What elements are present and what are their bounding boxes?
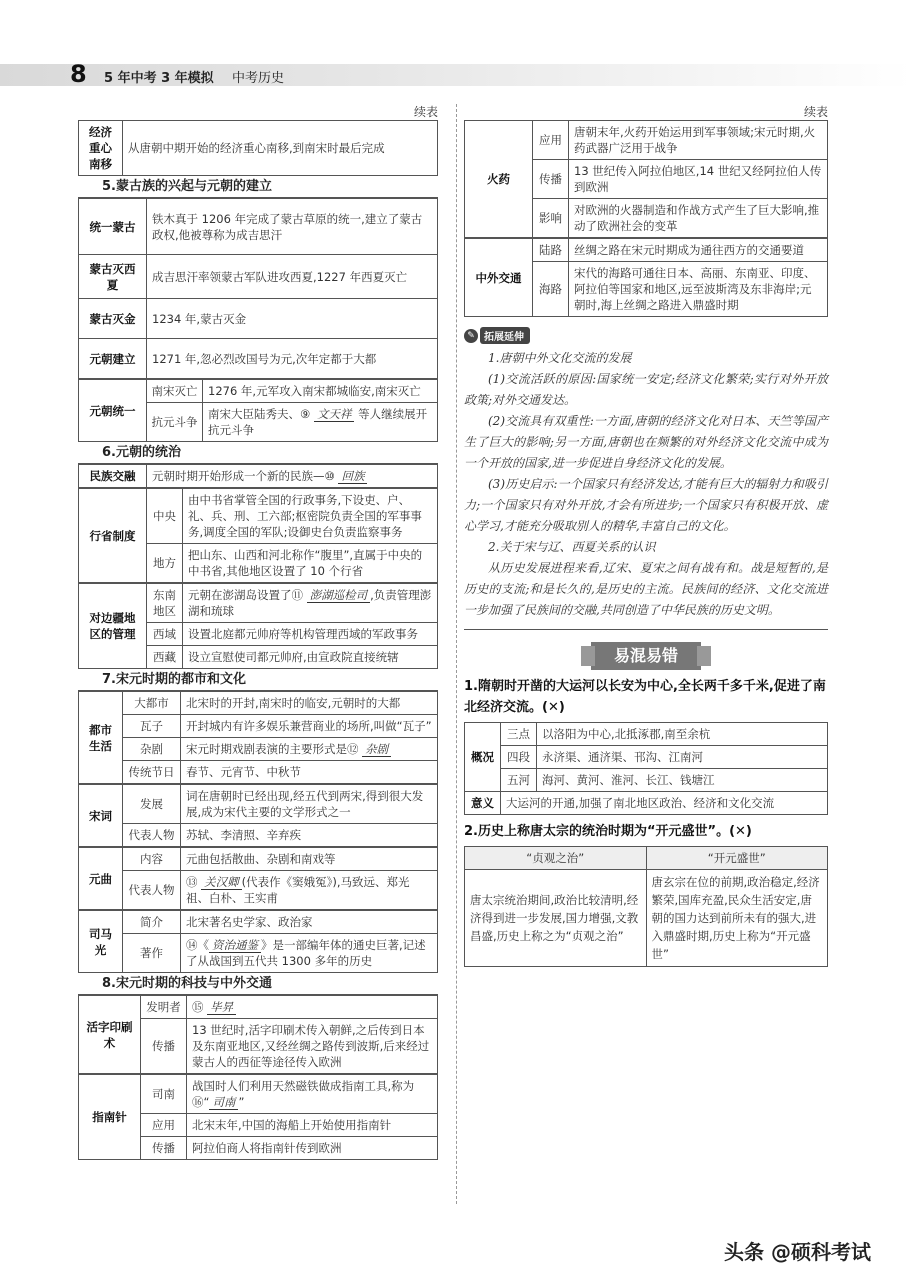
section-5-title: 5.蒙古族的兴起与元朝的建立 — [78, 176, 438, 198]
border-head: 对边疆地区的管理 — [79, 584, 147, 669]
printing-table — [78, 995, 438, 1074]
sub-head: 抗元斗争 — [147, 403, 203, 442]
cell-text: 元曲包括散曲、杂剧和南戏等 — [181, 848, 438, 871]
subject-title: 中考历史 — [232, 71, 285, 86]
canal-head: 概况 — [465, 723, 501, 792]
question-2: 2.历史上称唐太宗的统治时期为“开元盛世”。(✕) — [464, 824, 752, 839]
sub-head: 四段 — [501, 746, 537, 769]
cell-text: 宋代的海路可通往日本、高丽、东南亚、印度、阿拉伯等国家和地区,远至波斯湾及东非海岸;元朝时,海上丝绸之路进入鼎盛时期 — [569, 262, 828, 317]
text-pre: ⑭《 — [186, 938, 209, 952]
question-1: 1.隋朝时开凿的大运河以长安为中心,全长两千多千米,促进了南北经济交流。(✕) — [464, 679, 826, 715]
sub-head: 代表人物 — [123, 824, 181, 847]
city-head: 都市生活 — [79, 692, 123, 784]
confusion-banner: 易混易错 — [591, 642, 701, 670]
answer-fill: 回族 — [338, 469, 367, 484]
page-number: 8 — [70, 60, 87, 88]
sub-head: 五河 — [501, 769, 537, 792]
yuanqu-table — [78, 847, 438, 910]
section-6-title: 6.元朝的统治 — [78, 442, 438, 464]
text-pre: 宋元时期戏剧表演的主要形式是⑫ — [186, 742, 363, 756]
sub-head: 著作 — [123, 934, 181, 973]
sub-head: 西藏 — [147, 646, 183, 669]
cell-text — [187, 996, 438, 1019]
cell-text: 北宋著名史学家、政治家 — [181, 911, 438, 934]
section-7-title: 7.宋元时期的都市和文化 — [78, 669, 438, 691]
section-divider — [464, 629, 828, 630]
mongol-head: 蒙古灭西夏 — [79, 255, 147, 299]
section-8-title: 8.宋元时期的科技与中外交通 — [78, 973, 438, 995]
mongol-text: 1271 年,忽必烈改国号为元,次年定都于大都 — [147, 339, 438, 379]
cell-text — [183, 584, 438, 623]
cell-text: 丝绸之路在宋元时期成为通往西方的交通要道 — [569, 239, 828, 262]
cell-text: 永济渠、通济渠、邗沟、江南河 — [537, 746, 828, 769]
simaguang-head: 司马光 — [79, 911, 123, 973]
traffic-table — [464, 238, 828, 317]
cell-text — [181, 738, 438, 761]
sub-head: 应用 — [141, 1114, 187, 1137]
cell-text: 阿拉伯商人将指南针传到欧洲 — [187, 1137, 438, 1160]
cell-text — [187, 1075, 438, 1114]
cell-text: 设置北庭都元帅府等机构管理西域的军政事务 — [183, 623, 438, 646]
sub-head: 大都市 — [123, 692, 181, 715]
text-post: 》是一部编年体的通史巨著,记述了从战国到五代共 1300 多年的历史 — [186, 938, 426, 968]
admin-table — [78, 488, 438, 583]
traffic-head: 中外交通 — [465, 239, 533, 317]
continued-label: 续表 — [413, 105, 438, 119]
extension-paragraph: (3)历史启示:一个国家只有经济发达,才能有巨大的辐射力和吸引力;一个国家只有对外开放,才会有所进步;一个国家只有积极开放、虚心学习,才能充分吸取别人的精华,丰富自己的文化。 — [464, 477, 828, 533]
sub-head: 影响 — [533, 199, 569, 238]
cell-text — [203, 403, 438, 442]
ethnic-table — [78, 464, 438, 488]
cell-text — [147, 465, 438, 488]
sub-head: 海路 — [533, 262, 569, 317]
border-table — [78, 583, 438, 669]
cell-text: 海河、黄河、淮河、长江、钱塘江 — [537, 769, 828, 792]
text-post: (代表作《窦娥冤》),马致远、郑光祖、白朴、王实甫 — [186, 875, 410, 905]
cell-text: 由中书省掌管全国的行政事务,下设吏、户、礼、兵、刑、工六部;枢密院负责全国的军事事务,调度全国的军队;设御史台负责监察事务 — [183, 489, 438, 544]
canal-head: 意义 — [465, 792, 501, 815]
left-column — [78, 104, 438, 1160]
compare-head: “贞观之治” — [465, 847, 647, 870]
right-column — [464, 104, 828, 967]
mongol-text: 成吉思汗率领蒙古军队进攻西夏,1227 年西夏灭亡 — [147, 255, 438, 299]
text-pre: ⑬ — [186, 875, 202, 889]
cell-text: 开封城内有许多娱乐兼营商业的场所,叫做“瓦子” — [181, 715, 438, 738]
watermark: 头条 @硕科考试 — [724, 1240, 871, 1264]
extension-paragraph: 从历史发展进程来看,辽宋、夏宋之间有战有和。战是短暂的,是历史的支流;和是长久的,是历史的主流。民族间的经济、文化交流进一步加强了民族间的交融,共同创造了中华民族的历史文明。 — [464, 561, 828, 617]
sub-head: 传统节日 — [123, 761, 181, 784]
admin-head: 行省制度 — [79, 489, 147, 583]
cell-text: 大运河的开通,加强了南北地区政治、经济和文化交流 — [501, 792, 828, 815]
cell-text: 对欧洲的火器制造和作战方式产生了巨大影响,推动了欧洲社会的变革 — [569, 199, 828, 238]
answer-fill: 司南 — [209, 1095, 238, 1110]
cell-text: 以洛阳为中心,北抵涿郡,南至余杭 — [537, 723, 828, 746]
cell-text: 北宋时的开封,南宋时的临安,元朝时的大都 — [181, 692, 438, 715]
text-post: 等人继续展开抗元斗争 — [208, 407, 428, 437]
cell-text: 唐朝末年,火药开始运用到军事领域;宋元时期,火药武器广泛用于战争 — [569, 121, 828, 160]
sub-head: 中央 — [147, 489, 183, 544]
cell-text — [181, 871, 438, 910]
ethnic-head: 民族交融 — [79, 465, 147, 488]
lightbulb-icon: ✎ — [464, 329, 478, 343]
cell-text — [181, 934, 438, 973]
mongol-head: 蒙古灭金 — [79, 299, 147, 339]
songci-head: 宋词 — [79, 785, 123, 847]
econ-text: 从唐朝中期开始的经济重心南移,到南宋时最后完成 — [123, 121, 438, 176]
canal-table — [464, 722, 828, 815]
text-pre: 战国时人们利用天然磁铁做成指南工具,称为⑯“ — [192, 1079, 415, 1109]
sub-head: 瓦子 — [123, 715, 181, 738]
gunpowder-head: 火药 — [465, 121, 533, 238]
extension-paragraph: (2)交流具有双重性:一方面,唐朝的经济文化对日本、天竺等国产生了巨大的影响;另一方面,唐朝也在频繁的对外经济文化交流中成为一个开放的国家,进一步促进自身经济文化的发展。 — [464, 414, 828, 470]
answer-fill: 资治通鉴 — [209, 938, 261, 953]
compare-text: 唐太宗统治期间,政治比较清明,经济得到进一步发展,国力增强,文教昌盛,历史上称之为“贞观之治” — [465, 870, 647, 967]
sub-head: 西域 — [147, 623, 183, 646]
cell-text: 把山东、山西和河北称作“腹里”,直属于中央的中书省,其他地区设置了 10 个行省 — [183, 544, 438, 583]
yuan-unify-head: 元朝统一 — [79, 380, 147, 442]
column-divider — [456, 104, 457, 1204]
sub-head: 三点 — [501, 723, 537, 746]
sub-head: 传播 — [141, 1137, 187, 1160]
sub-head: 司南 — [141, 1075, 187, 1114]
sub-head: 杂剧 — [123, 738, 181, 761]
answer-fill: 澎湖巡检司 — [307, 588, 371, 603]
mongol-table — [78, 198, 438, 379]
mongol-head: 统一蒙古 — [79, 199, 147, 255]
text-pre: ⑮ — [192, 1000, 208, 1014]
text-post: ,负责管理澎湖和琉球 — [188, 588, 432, 618]
econ-table — [78, 120, 438, 176]
answer-fill: 关汉卿 — [201, 875, 242, 890]
mongol-text: 铁木真于 1206 年完成了蒙古草原的统一,建立了蒙古政权,他被尊称为成吉思汗 — [147, 199, 438, 255]
compare-table — [464, 846, 828, 967]
cell-text: 北宋末年,中国的海船上开始使用指南针 — [187, 1114, 438, 1137]
cell-text: 13 世纪传入阿拉伯地区,14 世纪又经阿拉伯人传到欧洲 — [569, 160, 828, 199]
answer-fill: 文天祥 — [314, 407, 355, 422]
printing-head: 活字印刷术 — [79, 996, 141, 1074]
extension-paragraph: (1)交流活跃的原因:国家统一安定;经济文化繁荣;实行对外开放政策;对外交通发达。 — [464, 372, 828, 407]
extension-box — [464, 325, 828, 621]
answer-fill: 杂剧 — [362, 742, 391, 757]
extension-paragraph: 1.唐朝中外文化交流的发展 — [488, 351, 632, 365]
answer-fill: 毕昇 — [207, 1000, 236, 1015]
sub-head: 地方 — [147, 544, 183, 583]
econ-head: 经济重心南移 — [79, 121, 123, 176]
book-title: 5 年中考 3 年模拟 — [104, 71, 214, 86]
compare-head: “开元盛世” — [646, 847, 828, 870]
cell-text: 设立宣慰使司都元帅府,由宣政院直接统辖 — [183, 646, 438, 669]
cell-text: 苏轼、李清照、辛弃疾 — [181, 824, 438, 847]
simaguang-table — [78, 910, 438, 973]
extension-label: 拓展延伸 — [480, 327, 530, 344]
city-table — [78, 691, 438, 784]
mongol-text: 1234 年,蒙古灭金 — [147, 299, 438, 339]
yuan-unify-table — [78, 379, 438, 442]
text-pre: 元朝时期开始形成一个新的民族—⑩ — [152, 469, 339, 483]
songci-table — [78, 784, 438, 847]
sub-head: 传播 — [533, 160, 569, 199]
sub-head: 应用 — [533, 121, 569, 160]
text-pre: 元朝在澎湖岛设置了⑪ — [188, 588, 307, 602]
gunpowder-table — [464, 120, 828, 238]
extension-paragraph: 2.关于宋与辽、西夏关系的认识 — [488, 540, 656, 554]
compass-head: 指南针 — [79, 1075, 141, 1160]
sub-head: 代表人物 — [123, 871, 181, 910]
sub-head: 简介 — [123, 911, 181, 934]
sub-head: 陆路 — [533, 239, 569, 262]
text-post: ” — [238, 1095, 245, 1109]
sub-head: 传播 — [141, 1019, 187, 1074]
mongol-head: 元朝建立 — [79, 339, 147, 379]
compare-text: 唐玄宗在位的前期,政治稳定,经济繁荣,国库充盈,民众生活安定,唐朝的国力达到前所未有的强大,进入鼎盛时期,历史上称为“开元盛世” — [646, 870, 828, 967]
compass-table — [78, 1074, 438, 1160]
yuanqu-head: 元曲 — [79, 848, 123, 910]
cell-text: 词在唐朝时已经出现,经五代到两宋,得到很大发展,成为宋代主要的文学形式之一 — [181, 785, 438, 824]
cell-text: 春节、元宵节、中秋节 — [181, 761, 438, 784]
sub-head: 内容 — [123, 848, 181, 871]
continued-label: 续表 — [803, 105, 828, 119]
sub-head: 东南地区 — [147, 584, 183, 623]
cell-text: 1276 年,元军攻入南宋都城临安,南宋灭亡 — [203, 380, 438, 403]
sub-head: 发展 — [123, 785, 181, 824]
text-pre: 南宋大臣陆秀夫、⑨ — [208, 407, 314, 421]
cell-text: 13 世纪时,活字印刷术传入朝鲜,之后传到日本及东南亚地区,又经丝绸之路传到波斯,后来经过蒙古人的西征等途径传入欧洲 — [187, 1019, 438, 1074]
sub-head: 发明者 — [141, 996, 187, 1019]
sub-head: 南宋灭亡 — [147, 380, 203, 403]
